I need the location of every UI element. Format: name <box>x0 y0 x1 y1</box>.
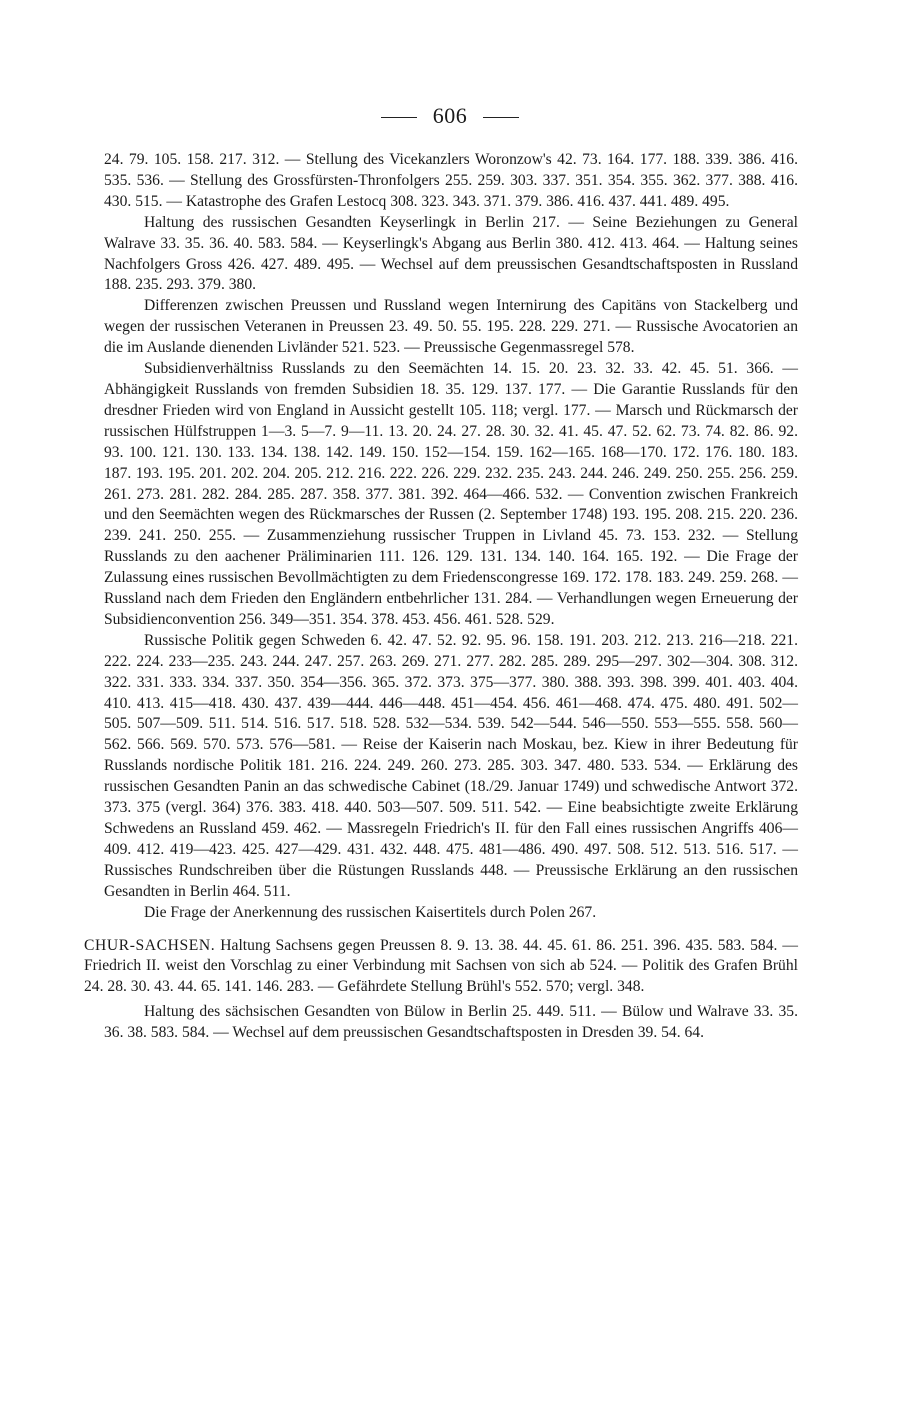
paragraph-kaisertitel: Die Frage der Anerkennung des russischen Kaisertitels durch Polen 267. <box>144 903 597 921</box>
entry-text: Haltung Sachsens gegen Preussen 8. 9. 13. 38. 44. 45. 61. 86. 251. 396. 435. 583. 584. — Friedrich II. weist den Vorschlag zu einer Verbindung mit Sachsen von sich ab 524. — Politik des Grafen Brühl 24. 28. 30. 43. 44. 65. 141. 146. 283. — Gefährdete Stellung Brühl's 552. 570; vergl. 348. <box>84 936 798 996</box>
index-content <box>84 150 798 1044</box>
paragraph-subsidien: Subsidienverhältniss Russlands zu den Seemächten 14. 15. 20. 23. 32. 33. 42. 45. 51. 366. — Abhängigkeit Russlands von fremden Subsidien 18. 35. 129. 137. 177. — Die Garantie Russlands für den dresdner Frieden wird von England in Aussicht gestellt 105. 118; vergl. 177. — Marsch und Rückmarsch der russischen Hülfstruppen 1—3. 5—7. 9—11. 13. 20. 24. 27. 28. 30. 32. 41. 45. 47. 52. 62. 73. 74. 82. 86. 92. 93. 100. 121. 130. 133. 134. 138. 142. 149. 150. 152—154. 159. 162—165. 168—170. 172. 176. 180. 183. 187. 193. 195. 201. 202. 204. 205. 212. 216. 222. 226. 229. 232. 235. 243. 244. 246. 249. 250. 255. 256. 259. 261. 273. 281. 282. 284. 285. 287. 358. 377. 381. 392. 464—466. 532. — Convention zwischen Frankreich und den Seemächten wegen des Rückmarsches der Russen (2. September 1748) 193. 195. 208. 215. 220. 236. 239. 241. 250. 255. — Zusammenziehung russischer Truppen in Livland 45. 73. 153. 232. — Stellung Russlands zu den aachener Präliminarien 111. 126. 129. 131. 134. 140. 164. 165. 192. — Die Frage der Zulassung eines russischen Bevollmächtigten zu dem Friedenscongresse 169. 172. 178. 183. 249. 259. 268. — Russland nach dem Frieden den Engländern entbehrlicher 131. 284. — Verhandlungen wegen Erneuerung der Subsidienconvention 256. 349—351. 354. 378. 453. 456. 461. 528. 529. <box>104 360 798 628</box>
header-dash-left <box>381 117 417 118</box>
paragraph-continued: 24. 79. 105. 158. 217. 312. — Stellung des Vicekanzlers Woronzow's 42. 73. 164. 177. 188. 339. 386. 416. 535. 536. — Stellung des Grossfürsten-Thronfolgers 255. 259. 303. 337. 351. 354. 355. 362. 377. 388. 416. 430. 515. — Katastrophe des Grafen Lestocq 308. 323. 343. 371. 379. 386. 416. 437. 441. 489. 495. <box>104 151 798 210</box>
paragraph-schweden: Russische Politik gegen Schweden 6. 42. 47. 52. 92. 95. 96. 158. 191. 203. 212. 213. 216—218. 221. 222. 224. 233—235. 243. 244. 247. 257. 263. 269. 271. 277. 282. 285. 289. 295—297. 302—304. 308. 312. 322. 331. 333. 334. 337. 350. 354—356. 365. 372. 373. 375—377. 380. 388. 393. 398. 399. 401. 403. 404. 410. 413. 415—418. 430. 437. 439—444. 446—448. 451—454. 456. 461—468. 474. 475. 480. 491. 502—505. 507—509. 511. 514. 516. 517. 518. 528. 532—534. 539. 542—544. 546—550. 553—555. 558. 560—562. 566. 569. 570. 573. 576—581. — Reise der Kaiserin nach Moskau, bez. Kiew in ihrer Bedeutung für Russlands nordische Politik 181. 216. 224. 249. 260. 273. 285. 303. 347. 480. 533. 534. — Erklärung des russischen Gesandten Panin an das schwedische Cabinet (18./29. Januar 1749) und schwedische Antwort 372. 373. 375 (vergl. 364) 376. 383. 418. 440. 503—507. 509. 511. 542. — Eine beabsichtigte zweite Erklärung Schwedens an Russland 459. 462. — Massregeln Friedrich's II. für den Fall eines russischen Angriffs 406—409. 412. 419—423. 425. 427—429. 431. 432. 448. 475. 481—486. 490. 497. 508. 512. 513. 516. 517. — Russisches Rundschreiben über die Rüstungen Russlands 448. — Preussische Erklärung an den russischen Gesandten in Berlin 464. 511. <box>104 631 798 900</box>
paragraph-buelow: Haltung des sächsischen Gesandten von Bülow in Berlin 25. 449. 511. — Bülow und Walrave 33. 35. 36. 38. 583. 584. — Wechsel auf dem preussischen Gesandtschaftsposten in Dresden 39. 54. 64. <box>104 1003 798 1042</box>
paragraph-keyserlingk: Haltung des russischen Gesandten Keyserlingk in Berlin 217. — Seine Beziehungen zu General Walrave 33. 35. 36. 40. 583. 584. — Keyserlingk's Abgang aus Berlin 380. 412. 413. 464. — Haltung seines Nachfolgers Gross 426. 427. 489. 495. — Wechsel auf dem preussischen Gesandtschaftsposten in Russland 188. 235. 293. 379. 380. <box>104 213 798 294</box>
entry-chur-sachsen <box>84 936 798 999</box>
page-number: 606 <box>432 103 468 128</box>
entry-head: CHUR-SACHSEN. <box>84 936 216 954</box>
header-dash-right <box>483 117 519 118</box>
paragraph-differenzen: Differenzen zwischen Preussen und Russland wegen Internirung des Capitäns von Stackelberg und wegen der russischen Veteranen in Preussen 23. 49. 50. 55. 195. 228. 229. 271. — Russische Avocatorien an die im Auslande dienenden Livländer 521. 523. — Preussische Gegenmassregel 578. <box>104 297 798 357</box>
page-header <box>0 102 900 130</box>
